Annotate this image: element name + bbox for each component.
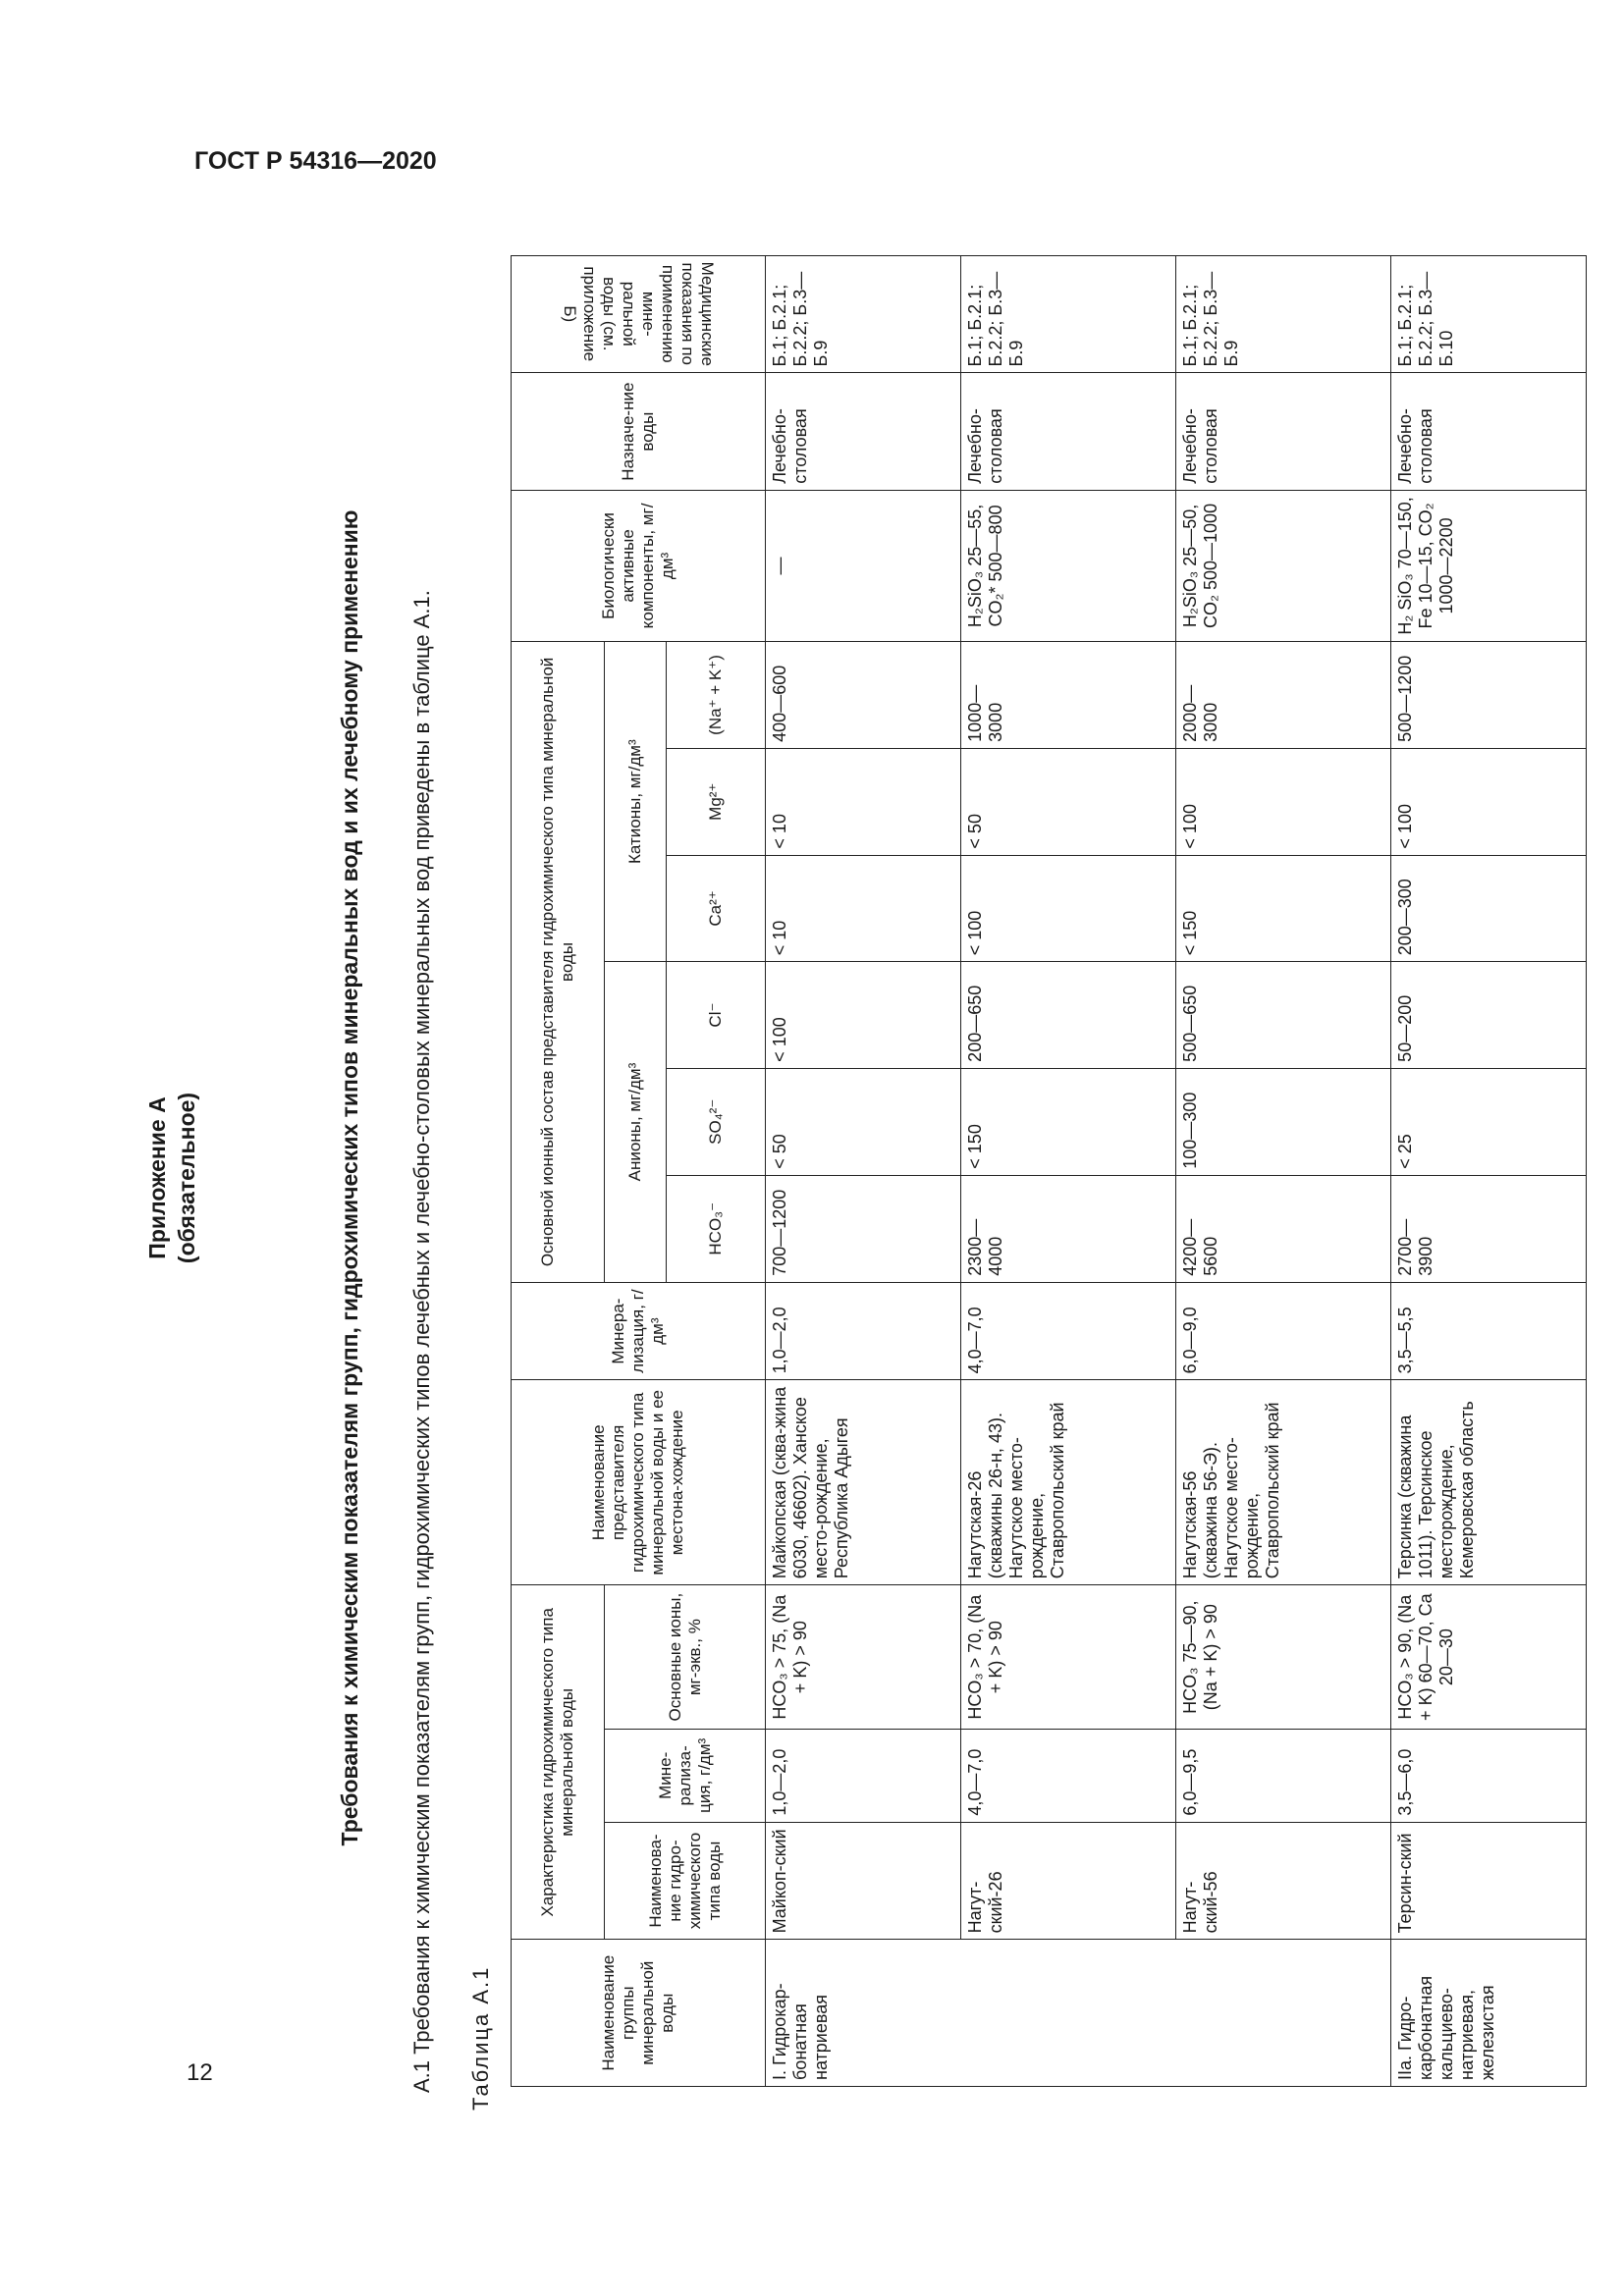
cell-main-ions: HCO₃ > 75, (Na + K) > 90 (766, 1585, 961, 1730)
cell-ca: < 150 (1176, 855, 1391, 962)
header-mineralization-type: Мине-рализа-ция, г/дм³ (605, 1730, 766, 1823)
cell-ca: < 10 (766, 855, 961, 962)
page-number: 12 (187, 2059, 213, 2086)
cell-representative: Нагутская-26 (скважины 26-н, 43). Нагутское место-рождение, Ставропольский край (961, 1380, 1176, 1585)
appendix-title: Приложение А (144, 1096, 170, 1259)
intro-paragraph: А.1 Требования к химическим показателям групп, гидрохимических типов лечебных и лечебно-столовых минеральных вод приведены в таблице А.1. (409, 590, 434, 2093)
cell-hco3: 2300—4000 (961, 1175, 1176, 1282)
header-mineralization-representative: Минера-лизация, г/дм³ (512, 1282, 766, 1380)
cell-medical: Б.1; Б.2.1; Б.2.2; Б.3—Б.9 (1176, 256, 1391, 373)
cell-representative: Майкопская (сква-жина 6030, 46602). Ханское место-рождение, Республика Адыгея (766, 1380, 961, 1585)
header-anions: Анионы, мг/дм³ (605, 962, 667, 1283)
cell-cl: < 100 (766, 962, 961, 1069)
header-cations: Катионы, мг/дм³ (605, 642, 667, 962)
header-mg: Mg²⁺ (667, 748, 766, 855)
cell-main-ions: HCO₃ 75—90, (Na + K) > 90 (1176, 1585, 1391, 1730)
cell-cl: 500—650 (1176, 962, 1391, 1069)
cell-medical: Б.1; Б.2.1; Б.2.2; Б.3—Б.9 (961, 256, 1176, 373)
table-caption: Таблица А.1 (468, 1965, 493, 2110)
appendix-status: (обязательное) (174, 1092, 199, 1264)
cell-type: Нагут-ский-26 (961, 1822, 1176, 1940)
header-ca: Ca²⁺ (667, 855, 766, 962)
cell-main-ions: HCO₃ > 90, (Na + K) 60—70, Ca 20—30 (1391, 1585, 1587, 1730)
header-medical-indications: Медицинские показания по применению мине-ральной воды (см. приложение Б) (512, 256, 766, 373)
cell-group: I. Гидрокар-бонатная натриевая (766, 1940, 1391, 2087)
cell-ca: 200—300 (1391, 855, 1587, 962)
cell-mineralization: 1,0—2,0 (766, 1282, 961, 1380)
cell-mg: < 100 (1176, 748, 1391, 855)
cell-purpose: Лечебно-столовая (766, 373, 961, 490)
cell-na-k: 1000—3000 (961, 642, 1176, 749)
cell-mineralization-type: 6,0—9,5 (1176, 1730, 1391, 1823)
cell-representative: Терсинка (скважина 1011). Терсинское месторождение, Кемеровская область (1391, 1380, 1587, 1585)
cell-bioactive: H₂ SiO₃ 70—150, Fe 10—15, CO₂ 1000—2200 (1391, 490, 1587, 641)
table-row (961, 256, 1176, 2087)
header-hydrochem-characteristics: Характеристика гидрохимического типа минеральной воды (512, 1585, 605, 1940)
header-representative: Наименование представителя гидрохимического типа минеральной воды и ее местона-хождение (512, 1380, 766, 1585)
cell-cl: 50—200 (1391, 962, 1587, 1069)
cell-na-k: 400—600 (766, 642, 961, 749)
cell-type: Майкоп-ский (766, 1822, 961, 1940)
cell-mineralization-type: 3,5—6,0 (1391, 1730, 1587, 1823)
header-bioactive-components: Биологически активные компоненты, мг/дм³ (512, 490, 766, 641)
header-group: Наименование группы минеральной воды (512, 1940, 766, 2087)
cell-type: Терсин-ский (1391, 1822, 1587, 1940)
cell-mineralization: 3,5—5,5 (1391, 1282, 1587, 1380)
header-main-ions: Основные ионы, мг-экв., % (605, 1585, 766, 1730)
cell-so4: < 150 (961, 1068, 1176, 1175)
cell-purpose: Лечебно-столовая (961, 373, 1176, 490)
cell-medical: Б.1; Б.2.1; Б.2.2; Б.3—Б.9 (766, 256, 961, 373)
cell-representative: Нагутская-56 (скважина 56-Э). Нагутское место-рождение, Ставропольский край (1176, 1380, 1391, 1585)
cell-bioactive: — (766, 490, 961, 641)
cell-so4: < 50 (766, 1068, 961, 1175)
header-na-k: (Na⁺ + K⁺) (667, 642, 766, 749)
cell-mineralization: 4,0—7,0 (961, 1282, 1176, 1380)
cell-mineralization: 6,0—9,0 (1176, 1282, 1391, 1380)
cell-bioactive: H₂SiO₃ 25—55, CO₂* 500—800 (961, 490, 1176, 641)
table-row (1391, 256, 1587, 2087)
cell-mg: < 50 (961, 748, 1176, 855)
cell-na-k: 500—1200 (1391, 642, 1587, 749)
cell-hco3: 2700—3900 (1391, 1175, 1587, 1282)
cell-type: Нагут-ский-56 (1176, 1822, 1391, 1940)
table-row (1176, 256, 1391, 2087)
cell-medical: Б.1; Б.2.1; Б.2.2; Б.3—Б.10 (1391, 256, 1587, 373)
cell-purpose: Лечебно-столовая (1176, 373, 1391, 490)
cell-ca: < 100 (961, 855, 1176, 962)
table-row (766, 256, 961, 2087)
cell-mineralization-type: 1,0—2,0 (766, 1730, 961, 1823)
header-hco3: HCO₃⁻ (667, 1175, 766, 1282)
cell-so4: < 25 (1391, 1068, 1587, 1175)
appendix-heading (142, 245, 201, 2110)
header-so4: SO₄²⁻ (667, 1068, 766, 1175)
cell-na-k: 2000—3000 (1176, 642, 1391, 749)
cell-mg: < 10 (766, 748, 961, 855)
cell-so4: 100—300 (1176, 1068, 1391, 1175)
cell-mineralization-type: 4,0—7,0 (961, 1730, 1176, 1823)
cell-hco3: 700—1200 (766, 1175, 961, 1282)
header-type-name: Наименова-ние гидро-химического типа воды (605, 1822, 766, 1940)
mineral-water-table (511, 255, 1587, 2087)
main-title: Требования к химическим показателям групп, гидрохимических типов минеральных вод и их лечебному применению (337, 509, 362, 1846)
header-purpose: Назначе-ние воды (512, 373, 766, 490)
cell-cl: 200—650 (961, 962, 1176, 1069)
cell-purpose: Лечебно-столовая (1391, 373, 1587, 490)
cell-bioactive: H₂SiO₃ 25—50, CO₂ 500—1000 (1176, 490, 1391, 641)
cell-main-ions: HCO₃ > 70, (Na + K) > 90 (961, 1585, 1176, 1730)
cell-mg: < 100 (1391, 748, 1587, 855)
header-ion-composition: Основной ионный состав представителя гидрохимического типа минеральной воды (512, 642, 605, 1283)
cell-hco3: 4200—5600 (1176, 1175, 1391, 1282)
cell-group: IIa. Гидро-карбонатная кальциево-натриевая, железистая (1391, 1940, 1587, 2087)
rotated-page-content (144, 245, 1512, 2110)
header-cl: Cl⁻ (667, 962, 766, 1069)
document-standard-number: ГОСТ Р 54316—2020 (194, 147, 437, 175)
